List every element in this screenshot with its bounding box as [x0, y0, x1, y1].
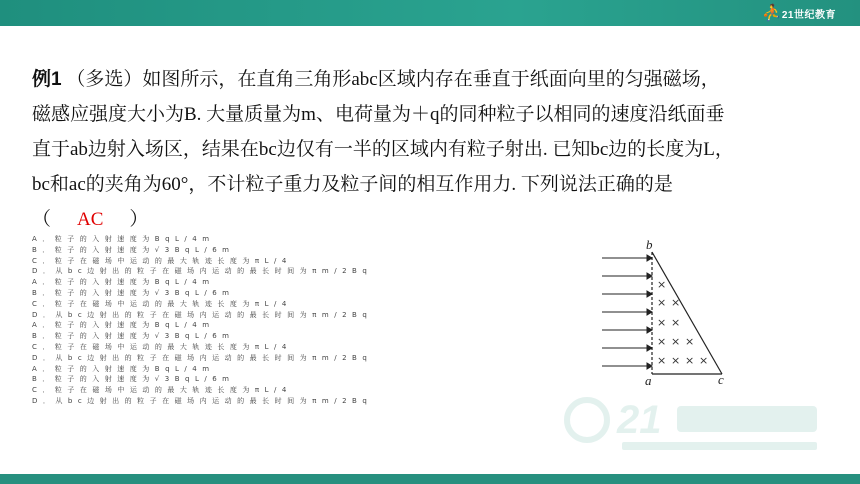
watermark-logo-icon: [552, 388, 832, 458]
option-line: D．从bc边射出的粒子在磁场内运动的最长时间为πm/2Bq: [32, 267, 373, 276]
problem-line-1: [32, 62, 812, 97]
vertex-label-c: c: [718, 372, 724, 386]
option-line: C．粒子在磁场中运动的最大轨迹长度为πL/4: [32, 299, 292, 308]
vertex-label-a: a: [645, 373, 652, 386]
option-line: C．粒子在磁场中运动的最大轨迹长度为πL/4: [32, 256, 292, 265]
brand-logo: [761, 3, 836, 23]
runner-logo-icon: ⛹: [760, 5, 781, 22]
option-line: C．粒子在磁场中运动的最大轨迹长度为πL/4: [32, 342, 292, 351]
example-label: 例1: [32, 69, 62, 90]
problem-line-1-text: （多选）如图所示，在直角三角形abc区域内存在垂直于纸面向里的匀强磁场，: [66, 69, 720, 90]
svg-text:×: ×: [671, 316, 681, 329]
option-line: C．粒子在磁场中运动的最大轨迹长度为πL/4: [32, 386, 292, 395]
option-line: D．从bc边射出的粒子在磁场内运动的最长时间为πm/2Bq: [32, 310, 373, 319]
svg-text:×: ×: [685, 335, 695, 348]
option-line: B．粒子的入射速度为√3BqL/6m: [32, 288, 235, 297]
answer-text: AC: [77, 209, 104, 230]
problem-statement: [32, 62, 812, 237]
svg-text:×: ×: [685, 354, 695, 367]
svg-text:×: ×: [671, 296, 681, 309]
option-line: B．粒子的入射速度为√3BqL/6m: [32, 375, 235, 384]
answer-line: [32, 202, 812, 237]
incoming-arrows: [602, 255, 652, 369]
svg-text:×: ×: [657, 335, 667, 348]
problem-line-2: 磁感应强度大小为B. 大量质量为m、电荷量为＋q的同种粒子以相同的速度沿纸面垂: [32, 104, 725, 125]
option-line: A．粒子的入射速度为BqL/4m: [32, 278, 215, 287]
svg-text:×: ×: [699, 354, 709, 367]
svg-text:×: ×: [657, 354, 667, 367]
svg-text:×: ×: [671, 335, 681, 348]
option-line: B．粒子的入射速度为√3BqL/6m: [32, 332, 235, 341]
svg-text:×: ×: [657, 296, 667, 309]
svg-text:×: ×: [657, 316, 667, 329]
paren-close: ）: [129, 209, 149, 230]
svg-text:×: ×: [657, 278, 667, 291]
svg-text:×: ×: [671, 354, 681, 367]
problem-line-3: 直于ab边射入场区，结果在bc边仅有一半的区域内有粒子射出. 已知bc边的长度为L，: [32, 139, 734, 160]
brand-logo-text: 21世纪教育: [781, 9, 836, 21]
magnetic-field-diagram: [600, 236, 750, 386]
footer-bar: [0, 474, 860, 484]
svg-text:21: 21: [617, 398, 662, 442]
option-line: D．从bc边射出的粒子在磁场内运动的最长时间为πm/2Bq: [32, 396, 373, 405]
problem-line-4: bc和ac的夹角为60°，不计粒子重力及粒子间的相互作用力. 下列说法正确的是: [32, 174, 673, 195]
options-list: [32, 234, 572, 407]
option-line: A．粒子的入射速度为BqL/4m: [32, 364, 215, 373]
vertex-label-b: b: [646, 237, 653, 252]
header-bar: [0, 0, 860, 26]
option-line: A．粒子的入射速度为BqL/4m: [32, 235, 215, 243]
option-line: B．粒子的入射速度为√3BqL/6m: [32, 245, 235, 254]
paren-open: （: [32, 209, 52, 230]
field-into-page-marks: [657, 278, 708, 367]
option-line: D．从bc边射出的粒子在磁场内运动的最长时间为πm/2Bq: [32, 353, 373, 362]
option-line: A．粒子的入射速度为BqL/4m: [32, 321, 215, 330]
